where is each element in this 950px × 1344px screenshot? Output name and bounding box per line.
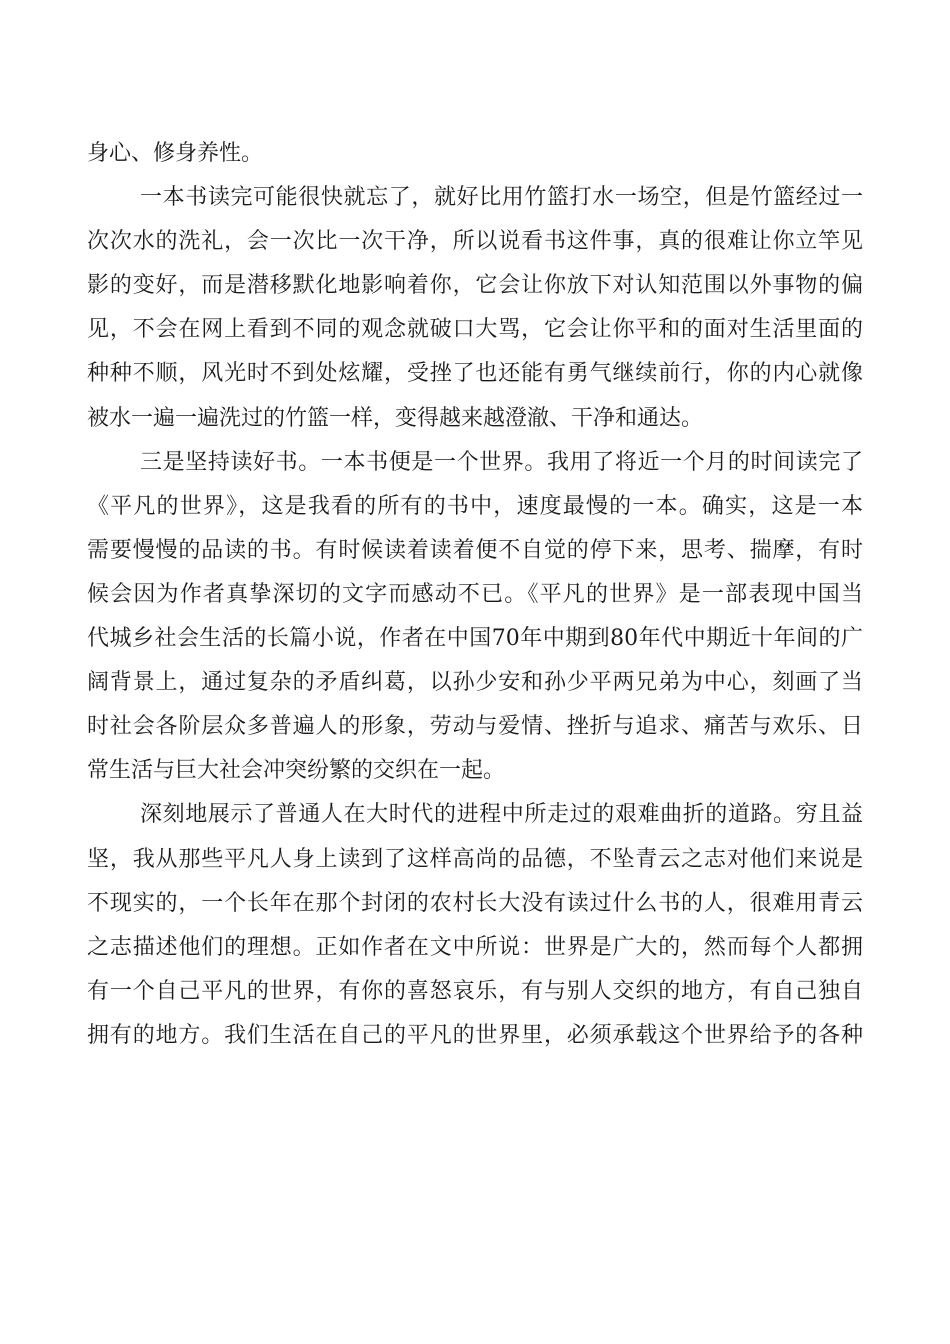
- text-line: 代城乡社会生活的长篇小说，作者在中国70年中期到80年代中期近十年间的广: [87, 626, 863, 652]
- text-line: 深刻地展示了普通人在大时代的进程中所走过的艰难曲折的道路。穷且益: [140, 802, 863, 828]
- text-line: 候会因为作者真挚深切的文字而感动不已。《平凡的世界》是一部表现中国当: [87, 581, 863, 607]
- text-line: 三是坚持读好书。一本书便是一个世界。我用了将近一个月的时间读完了: [140, 449, 863, 475]
- text-line: 被水一遍一遍洗过的竹篮一样，变得越来越澄澈、干净和通达。: [87, 405, 704, 431]
- text-line: 影的变好，而是潜移默化地影响着你，它会让你放下对认知范围以外事物的偏: [87, 273, 863, 299]
- text-line: 之志描述他们的理想。正如作者在文中所说：世界是广大的，然而每个人都拥: [87, 934, 863, 960]
- text-line: 常生活与巨大社会冲突纷繁的交织在一起。: [87, 758, 506, 784]
- text-line: 《平凡的世界》，这是我看的所有的书中，速度最慢的一本。确实，这是一本: [87, 493, 863, 519]
- body-text: [87, 132, 863, 1058]
- text-line: 有一个自己平凡的世界，有你的喜怒哀乐，有与别人交织的地方，有自己独自: [87, 978, 863, 1004]
- text-line: 次次水的洗礼，会一次比一次干净，所以说看书这件事，真的很难让你立竿见: [87, 229, 863, 255]
- text-line: 时社会各阶层众多普遍人的形象，劳动与爱情、挫折与追求、痛苦与欢乐、日: [87, 714, 863, 740]
- text-line: 拥有的地方。我们生活在自己的平凡的世界里，必须承载这个世界给予的各种: [87, 1022, 863, 1048]
- text-line: 不现实的，一个长年在那个封闭的农村长大没有读过什么书的人，很难用青云: [87, 890, 863, 916]
- text-line: 种种不顺，风光时不到处炫耀，受挫了也还能有勇气继续前行，你的内心就像: [87, 361, 863, 387]
- text-line: 身心、修身养性。: [87, 141, 264, 166]
- text-line: 一本书读完可能很快就忘了，就好比用竹篮打水一场空，但是竹篮经过一: [140, 185, 863, 211]
- text-line: 阔背景上，通过复杂的矛盾纠葛，以孙少安和孙少平两兄弟为中心，刻画了当: [87, 670, 863, 696]
- text-line: 见，不会在网上看到不同的观念就破口大骂，它会让你平和的面对生活里面的: [87, 317, 863, 343]
- text-line: 需要慢慢的品读的书。有时候读着读着便不自觉的停下来，思考、揣摩，有时: [87, 537, 863, 563]
- text-line: 坚，我从那些平凡人身上读到了这样高尚的品德，不坠青云之志对他们来说是: [87, 846, 863, 872]
